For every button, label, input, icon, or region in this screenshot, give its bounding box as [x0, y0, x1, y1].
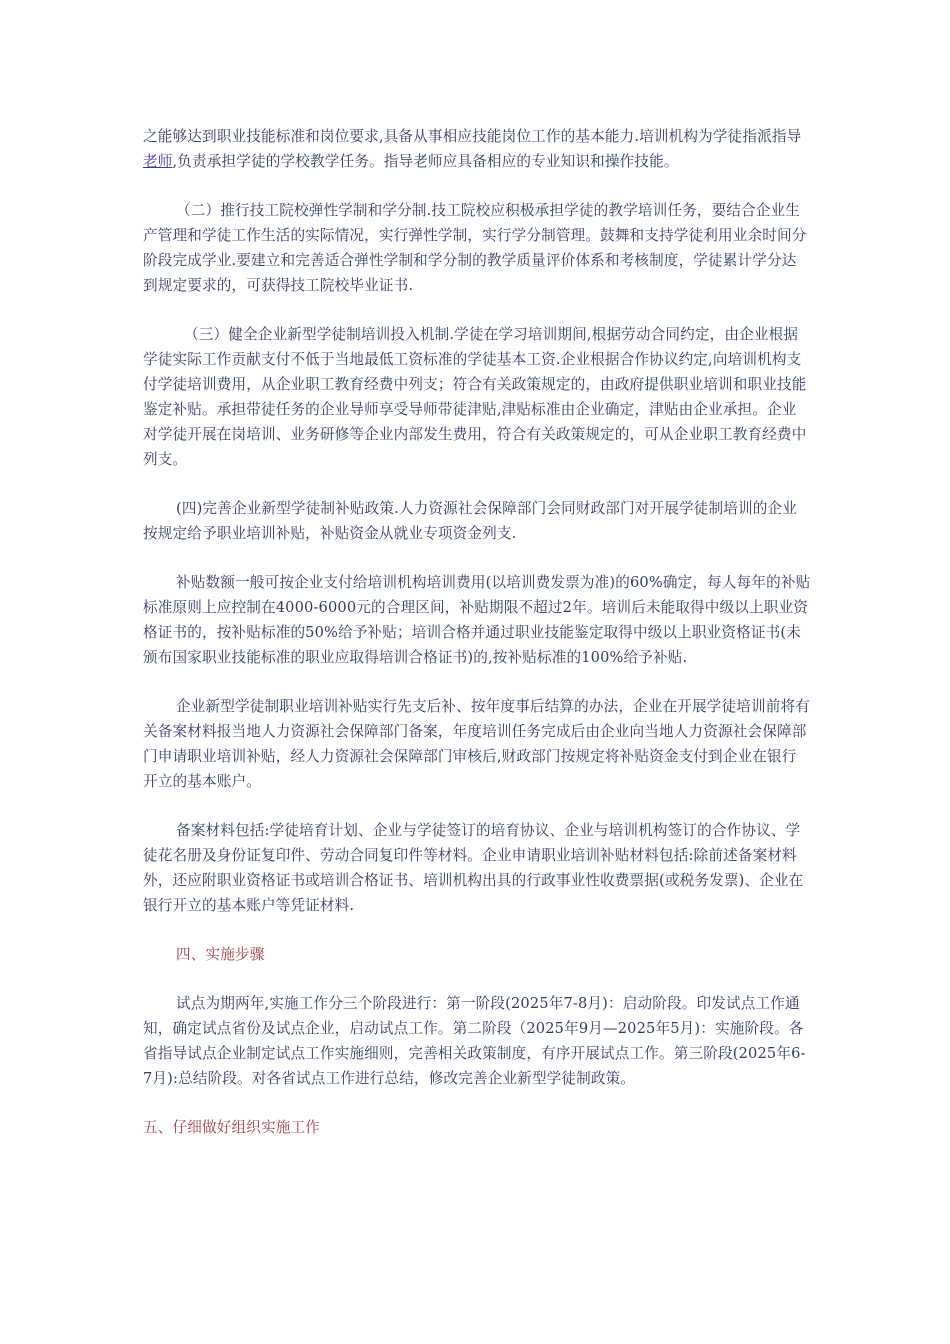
paragraph-subsidy-amount: 补贴数额一般可按企业支付给培训机构培训费用(以培训费发票为准)的60%确定，每人每年的补贴标准原则上应控制在4000-6000元的合理区间，补贴期限不超过2年。培训后未能取得中级以上职业资格证书的，按补贴标准的50%给予补贴；培训合格并通过职业技能鉴定取得中级以上职业资格证书(未颁布国家职业技能标准的职业应取得培训合格证书)的,按补贴标准的100%给予补贴. — [143, 574, 811, 666]
section-heading-organization: 五、仔细做好组织实施工作 — [143, 1119, 320, 1136]
paragraph-implementation-phases: 试点为期两年,实施工作分三个阶段进行：第一阶段(2025年7-8月)：启动阶段。印发试点工作通知，确定试点省份及试点企业，启动试点工作。第二阶段（2025年9月—2025年5月)：实施阶段。各省指导试点企业制定试点工作实施细则，完善相关政策制度，有序开展试点工作。第三阶段(2025年6-7月):总结阶段。对各省试点工作进行总结，修改完善企业新型学徒制政策。 — [143, 995, 806, 1087]
paragraph-flexible-schooling: （二）推行技工院校弹性学制和学分制.技工院校应积极承担学徒的教学培训任务，要结合企业生产管理和学徒工作生活的实际情况，实行弹性学制，实行学分制管理。鼓舞和支持学徒利用业余时间分阶段完成学业.要建立和完善适合弹性学制和学分制的教学质量评价体系和考核制度，学徒累计学分达到规定要求的，可获得技工院校毕业证书. — [143, 202, 807, 294]
paragraph-investment-mechanism: （三）健全企业新型学徒制培训投入机制.学徒在学习培训期间,根据劳动合同约定，由企业根据学徒实际工作贡献支付不低于当地最低工资标准的学徒基本工资.企业根据合作协议约定,向培训机构支付学徒培训费用，从企业职工教育经费中列支；符合有关政策规定的，由政府提供职业培训和职业技能鉴定补贴。承担带徒任务的企业导师享受导师带徒津贴,津贴标准由企业确定，津贴由企业承担。企业对学徒开展在岗培训、业务研修等企业内部发生费用，符合有关政策规定的，可从企业职工教育经费中列支。 — [143, 326, 807, 468]
paragraph-subsidy-policy: (四)完善企业新型学徒制补贴政策.人力资源社会保障部门会同财政部门对开展学徒制培训的企业按规定给予职业培训补贴，补贴资金从就业专项资金列支. — [143, 500, 797, 542]
paragraph-skills-standard-text-after: ,负责承担学徒的学校教学任务。指导老师应具备相应的专业知识和操作技能。 — [172, 153, 679, 170]
document-body — [143, 124, 811, 1164]
paragraph-subsidy-settlement: 企业新型学徒制职业培训补贴实行先支后补、按年度事后结算的办法，企业在开展学徒培训前将有关备案材料报当地人力资源社会保障部门备案，年度培训任务完成后由企业向当地人力资源社会保障部门申请职业培训补贴，经人力资源社会保障部门审核后,财政部门按规定将补贴资金支付到企业在银行开立的基本账户。 — [143, 698, 810, 790]
paragraph-filing-materials: 备案材料包括:学徒培育计划、企业与学徒签订的培育协议、企业与培训机构签订的合作协议、学徒花名册及身份证复印件、劳动合同复印件等材料。企业申请职业培训补贴材料包括:除前述备案材料外，还应附职业资格证书或培训合格证书、培训机构出具的行政事业性收费票据(或税务发票)、企业在银行开立的基本账户等凭证材料. — [143, 822, 804, 914]
teacher-link[interactable]: 老师 — [143, 153, 173, 170]
paragraph-skills-standard-text-before: 之能够达到职业技能标准和岗位要求,具备从事相应技能岗位工作的基本能力.培训机构为学徒指派指导 — [143, 128, 802, 145]
paragraph-skills-standard — [143, 124, 811, 174]
section-heading-implementation-steps: 四、实施步骤 — [176, 946, 265, 963]
